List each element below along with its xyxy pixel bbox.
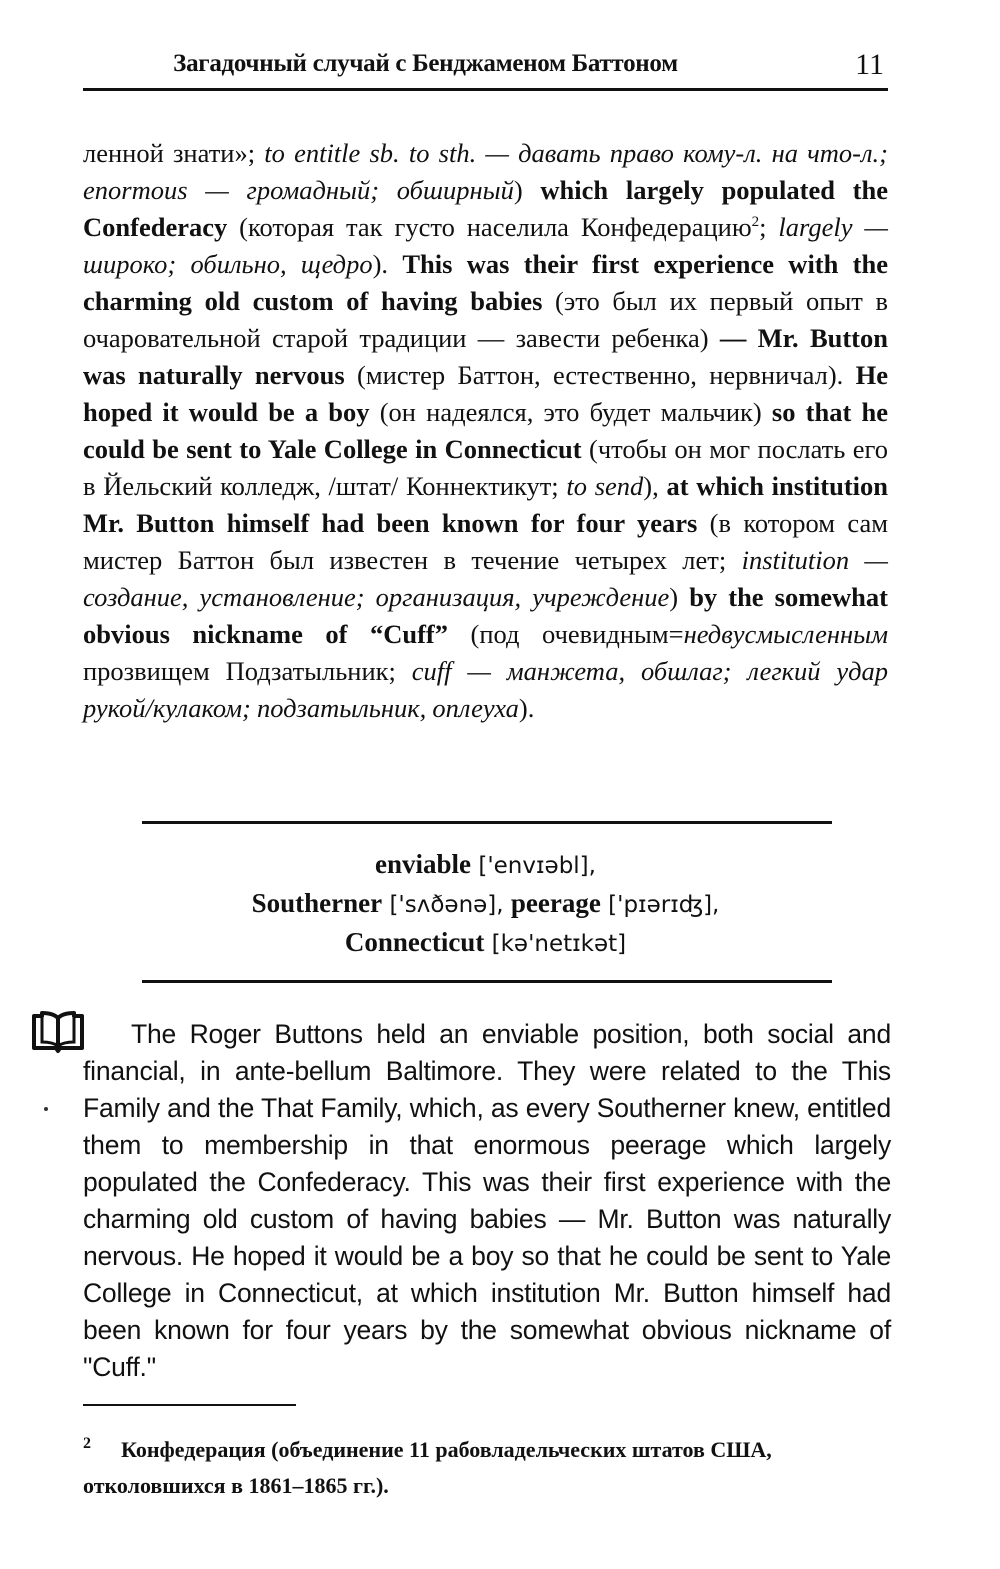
commentary-gloss: to send: [566, 471, 644, 501]
pronunciation-block: [83, 846, 888, 963]
commentary-text: (мистер Баттон, естественно, нервничал).: [344, 360, 856, 390]
transcription: ['sʌðənə],: [382, 892, 511, 918]
footnote: [83, 1432, 891, 1504]
pronunciation-line: [83, 846, 888, 885]
footnote-marker: 2: [83, 1435, 91, 1452]
commentary-text: ;: [759, 212, 779, 242]
commentary-gloss: cuff — манжета, обшлаг; легкий удар рукой/кулаком; подзатыльник, оплеуха: [83, 656, 889, 723]
pronunciation-line: [83, 885, 888, 924]
chapter-title: Загадочный случай с Бенджаменом Баттоном: [173, 50, 678, 77]
footnote-reference: 2: [751, 214, 760, 231]
english-phrase: He hoped it would be a boy: [83, 360, 888, 427]
vocab-word: enviable: [375, 849, 472, 879]
commentary-gloss: to entitle sb. to sth. — давать право кому-л. на что-л.; enormous — громадный; обширный: [83, 138, 889, 205]
commentary-text: (которая так густо населила Конфедерацию: [227, 212, 752, 242]
commentary-text: ): [669, 582, 690, 612]
stray-mark: [44, 1107, 48, 1111]
english-phrase: This was their first experience with the charming old custom of having babies: [83, 249, 888, 316]
original-text-paragraph: The Roger Buttons held an enviable position, both social and financial, in ante-bellum Baltimore. They were related to the This Family and the That Family, which, as every Southerner knew, entitled them to membership in that enormous peerage which largely populated the Confederacy. This was their first experience with the charming old custom of having babies — Mr. Button was naturally nervous. He hoped it would be a boy so that he could be sent to Yale College in Connecticut, at which institution Mr. Button himself had been known for four years by the somewhat obvious nickname of "Cuff.": [83, 1019, 891, 1382]
english-phrase: by the somewhat obvious nickname of “Cuff”: [83, 582, 888, 649]
commentary-text: (это был их первый опыт в очаровательной старой традиции — завести ребенка): [83, 286, 888, 353]
english-phrase: at which institution Mr. Button himself had been known for four years: [83, 471, 889, 538]
open-book-icon: [30, 1010, 86, 1054]
commentary-text: ): [513, 175, 541, 205]
footnote-divider: [83, 1404, 296, 1406]
commentary-gloss: недвусмысленным: [683, 619, 888, 649]
commentary-text: (чтобы он мог послать его в Йельский колледж, /штат/ Коннектикут;: [83, 434, 888, 501]
english-phrase: which largely populated the Confederacy: [83, 175, 888, 242]
commentary-paragraph: [83, 135, 888, 727]
commentary-text: прозвищем Подзатыльник;: [83, 656, 412, 686]
commentary-text: ).: [372, 249, 403, 279]
footnote-text: отколовшихся в 1861–1865 гг.).: [83, 1473, 389, 1498]
running-header: [83, 48, 888, 91]
commentary-text: (в котором сам мистер Баттон был известен в течение четырех лет;: [83, 508, 888, 575]
commentary-text: (под очевидным=: [448, 619, 684, 649]
vocab-word: Southerner: [251, 888, 383, 918]
english-phrase: — Mr. Button was naturally nervous: [83, 323, 888, 390]
divider-bottom: [142, 980, 832, 983]
vocab-word: peerage: [510, 888, 601, 918]
pronunciation-line: [83, 924, 888, 963]
page-number: 11: [855, 48, 884, 81]
commentary-text: (он надеялся, это будет мальчик): [369, 397, 772, 427]
commentary-text: ),: [643, 471, 667, 501]
footnote-text: Конфедерация (объединение 11 рабовладельческих штатов США,: [121, 1437, 772, 1462]
divider-top: [142, 821, 832, 824]
transcription: ['pɪərɪʤ],: [600, 892, 720, 918]
transcription: [kə'netɪkət]: [484, 931, 627, 957]
commentary-gloss: institution — создание, установление; организация, учреждение: [83, 545, 888, 612]
commentary-text: ленной знати»;: [83, 138, 265, 168]
commentary-text: ).: [518, 693, 535, 723]
vocab-word: Connecticut: [344, 927, 485, 957]
transcription: ['envɪəbl],: [471, 853, 596, 879]
commentary-gloss: largely — широко; обильно, щедро: [83, 212, 888, 279]
english-phrase: so that he could be sent to Yale College in Connecticut: [83, 397, 888, 464]
